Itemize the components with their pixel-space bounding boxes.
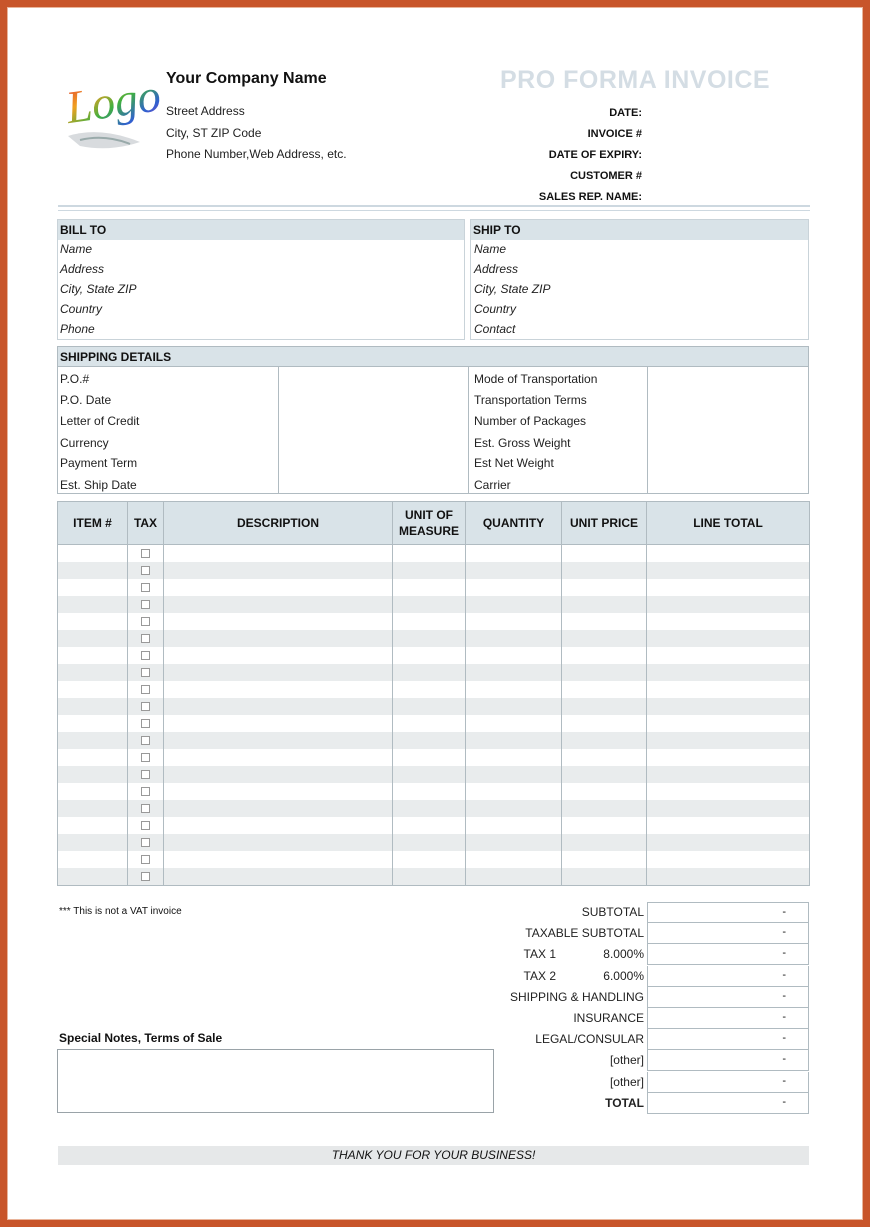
table-row xyxy=(58,715,810,732)
line-total-cell[interactable] xyxy=(647,579,810,596)
ship-to-contact: Contact xyxy=(474,322,516,336)
tax-cell[interactable] xyxy=(128,681,164,698)
table-row xyxy=(58,817,810,834)
table-row xyxy=(58,732,810,749)
unit-price-header: UNIT PRICE xyxy=(562,502,647,545)
notes-label: Special Notes, Terms of Sale xyxy=(59,1031,223,1045)
line-total-cell[interactable] xyxy=(647,783,810,800)
item-cell[interactable] xyxy=(58,596,128,613)
line-total-cell[interactable] xyxy=(647,715,810,732)
shipping-details-heading: SHIPPING DETAILS xyxy=(58,347,808,367)
tax-checkbox[interactable] xyxy=(141,600,150,609)
line-total-cell[interactable] xyxy=(647,681,810,698)
uom-cell[interactable] xyxy=(393,834,466,851)
tax-rate: 8.000% xyxy=(603,947,644,961)
table-row xyxy=(58,545,810,563)
description-cell[interactable] xyxy=(164,766,393,783)
tax-cell[interactable] xyxy=(128,698,164,715)
table-row xyxy=(58,647,810,664)
tax-checkbox[interactable] xyxy=(141,549,150,558)
description-cell[interactable] xyxy=(164,681,393,698)
line-items-body xyxy=(58,545,810,886)
quantity-cell[interactable] xyxy=(466,630,562,647)
quantity-cell[interactable] xyxy=(466,715,562,732)
quantity-cell[interactable] xyxy=(466,664,562,681)
uom-cell[interactable] xyxy=(393,851,466,868)
item-cell[interactable] xyxy=(58,698,128,715)
tax-rate: 6.000% xyxy=(603,969,644,983)
description-cell[interactable] xyxy=(164,613,393,630)
vat-note: *** This is not a VAT invoice xyxy=(59,906,182,917)
total-row-value[interactable]: - xyxy=(647,1008,809,1029)
line-total-cell[interactable] xyxy=(647,868,810,886)
mode-of-transport-label: Mode of Transportation xyxy=(474,372,598,386)
quantity-cell[interactable] xyxy=(466,749,562,766)
uom-header-line2: MEASURE xyxy=(398,524,459,538)
line-total-cell[interactable] xyxy=(647,596,810,613)
tax-checkbox[interactable] xyxy=(141,583,150,592)
total-row-label: TAX 2 xyxy=(523,969,556,983)
item-cell[interactable] xyxy=(58,715,128,732)
item-cell[interactable] xyxy=(58,545,128,563)
description-cell[interactable] xyxy=(164,732,393,749)
uom-cell[interactable] xyxy=(393,715,466,732)
tax-checkbox[interactable] xyxy=(141,838,150,847)
total-row-value[interactable]: - xyxy=(647,923,809,944)
unit-price-cell[interactable] xyxy=(562,834,647,851)
tax-checkbox[interactable] xyxy=(141,770,150,779)
net-weight-label: Est Net Weight xyxy=(474,456,554,470)
unit-price-cell[interactable] xyxy=(562,596,647,613)
tax-header: TAX xyxy=(128,502,164,545)
tax-checkbox[interactable] xyxy=(141,736,150,745)
quantity-header: QUANTITY xyxy=(466,502,562,545)
total-row-value[interactable]: - xyxy=(647,1072,809,1093)
tax-checkbox[interactable] xyxy=(141,634,150,643)
gross-weight-label: Est. Gross Weight xyxy=(474,436,571,450)
total-row-label: SHIPPING & HANDLING xyxy=(509,990,644,1004)
line-total-cell[interactable] xyxy=(647,749,810,766)
unit-price-cell[interactable] xyxy=(562,732,647,749)
shipping-divider xyxy=(57,366,809,367)
uom-cell[interactable] xyxy=(393,800,466,817)
item-cell[interactable] xyxy=(58,647,128,664)
tax-checkbox[interactable] xyxy=(141,787,150,796)
quantity-cell[interactable] xyxy=(466,596,562,613)
unit-price-cell[interactable] xyxy=(562,749,647,766)
tax-cell[interactable] xyxy=(128,647,164,664)
uom-cell[interactable] xyxy=(393,817,466,834)
description-cell[interactable] xyxy=(164,868,393,886)
description-cell[interactable] xyxy=(164,817,393,834)
ship-to-address: Address xyxy=(474,262,519,276)
description-cell[interactable] xyxy=(164,545,393,563)
description-cell[interactable] xyxy=(164,579,393,596)
uom-cell[interactable] xyxy=(393,596,466,613)
description-cell[interactable] xyxy=(164,783,393,800)
quantity-cell[interactable] xyxy=(466,579,562,596)
tax-cell[interactable] xyxy=(128,732,164,749)
tax-cell[interactable] xyxy=(128,596,164,613)
line-total-cell[interactable] xyxy=(647,545,810,563)
tax-checkbox[interactable] xyxy=(141,753,150,762)
uom-cell[interactable] xyxy=(393,545,466,563)
line-total-cell[interactable] xyxy=(647,817,810,834)
quantity-cell[interactable] xyxy=(466,545,562,563)
uom-cell[interactable] xyxy=(393,681,466,698)
description-cell[interactable] xyxy=(164,749,393,766)
table-row xyxy=(58,698,810,715)
item-cell[interactable] xyxy=(58,834,128,851)
total-row-value[interactable]: - xyxy=(647,1093,809,1114)
item-cell[interactable] xyxy=(58,817,128,834)
tax-checkbox[interactable] xyxy=(141,617,150,626)
tax-cell[interactable] xyxy=(128,817,164,834)
shipping-col-line-1 xyxy=(278,366,279,494)
unit-price-cell[interactable] xyxy=(562,579,647,596)
tax-cell[interactable] xyxy=(128,579,164,596)
bill-to-name: Name xyxy=(60,242,93,256)
bill-to-phone: Phone xyxy=(60,322,95,336)
quantity-cell[interactable] xyxy=(466,613,562,630)
quantity-cell[interactable] xyxy=(466,766,562,783)
quantity-cell[interactable] xyxy=(466,800,562,817)
bill-to-city: City, State ZIP xyxy=(60,282,137,296)
ship-to-name: Name xyxy=(474,242,507,256)
total-row-label: SUBTOTAL xyxy=(581,905,644,919)
description-header: DESCRIPTION xyxy=(164,502,393,545)
bill-to-address: Address xyxy=(60,262,105,276)
item-cell[interactable] xyxy=(58,868,128,886)
unit-price-cell[interactable] xyxy=(562,681,647,698)
uom-cell[interactable] xyxy=(393,766,466,783)
line-total-cell[interactable] xyxy=(647,766,810,783)
notes-field[interactable] xyxy=(57,1049,494,1113)
item-number-header: ITEM # xyxy=(58,502,128,545)
quantity-cell[interactable] xyxy=(466,681,562,698)
description-cell[interactable] xyxy=(164,698,393,715)
tax-cell[interactable] xyxy=(128,545,164,563)
unit-price-cell[interactable] xyxy=(562,715,647,732)
uom-cell[interactable] xyxy=(393,749,466,766)
total-row-label: [other] xyxy=(609,1075,644,1089)
table-row xyxy=(58,834,810,851)
payment-term-label: Payment Term xyxy=(60,456,138,470)
quantity-cell[interactable] xyxy=(466,868,562,886)
unit-price-cell[interactable] xyxy=(562,613,647,630)
thank-you-banner: THANK YOU FOR YOUR BUSINESS! xyxy=(58,1146,809,1165)
total-row-value[interactable]: - xyxy=(647,1050,809,1071)
line-total-cell[interactable] xyxy=(647,664,810,681)
table-row xyxy=(58,851,810,868)
tax-cell[interactable] xyxy=(128,766,164,783)
total-row-label: LEGAL/CONSULAR xyxy=(535,1032,644,1046)
line-total-cell[interactable] xyxy=(647,732,810,749)
table-row xyxy=(58,783,810,800)
tax-cell[interactable] xyxy=(128,800,164,817)
bill-to-heading: BILL TO xyxy=(58,220,464,240)
shipping-col-line-3 xyxy=(647,366,648,494)
table-row xyxy=(58,800,810,817)
tax-checkbox[interactable] xyxy=(141,668,150,677)
line-total-cell[interactable] xyxy=(647,613,810,630)
description-cell[interactable] xyxy=(164,715,393,732)
item-cell[interactable] xyxy=(58,664,128,681)
uom-header-line1: UNIT OF xyxy=(405,508,453,522)
total-row-label: TAX 1 xyxy=(523,947,556,961)
table-row xyxy=(58,613,810,630)
company-contact: Phone Number,Web Address, etc. xyxy=(166,147,347,161)
uom-cell[interactable] xyxy=(393,579,466,596)
header-divider xyxy=(58,205,810,207)
description-cell[interactable] xyxy=(164,596,393,613)
ship-to-country: Country xyxy=(474,302,517,316)
invoice-title: PRO FORMA INVOICE xyxy=(500,66,771,94)
shipping-col-line-2 xyxy=(468,366,469,494)
total-row-label: TAXABLE SUBTOTAL xyxy=(525,926,644,940)
tax-checkbox[interactable] xyxy=(141,855,150,864)
uom-cell[interactable] xyxy=(393,732,466,749)
tax-cell[interactable] xyxy=(128,715,164,732)
item-cell[interactable] xyxy=(58,630,128,647)
po-number-label: P.O.# xyxy=(60,372,90,386)
total-row-value[interactable]: - xyxy=(647,966,809,987)
quantity-cell[interactable] xyxy=(466,817,562,834)
uom-cell[interactable] xyxy=(393,613,466,630)
line-items-table xyxy=(57,501,810,886)
tax-cell[interactable] xyxy=(128,630,164,647)
unit-price-cell[interactable] xyxy=(562,868,647,886)
line-total-cell[interactable] xyxy=(647,834,810,851)
number-of-packages-label: Number of Packages xyxy=(474,414,587,428)
bill-to-section xyxy=(57,219,465,340)
total-row-value[interactable]: - xyxy=(647,944,809,965)
company-logo xyxy=(60,62,164,158)
company-street: Street Address xyxy=(166,104,245,118)
tax-checkbox[interactable] xyxy=(141,685,150,694)
table-row xyxy=(58,681,810,698)
line-total-cell[interactable] xyxy=(647,562,810,579)
line-total-cell[interactable] xyxy=(647,630,810,647)
table-row xyxy=(58,664,810,681)
description-cell[interactable] xyxy=(164,647,393,664)
tax-cell[interactable] xyxy=(128,562,164,579)
description-cell[interactable] xyxy=(164,562,393,579)
total-row-value[interactable]: - xyxy=(647,902,809,923)
ship-to-section xyxy=(470,219,809,340)
item-cell[interactable] xyxy=(58,613,128,630)
unit-price-cell[interactable] xyxy=(562,562,647,579)
expiry-date-label: DATE OF EXPIRY: xyxy=(548,149,642,161)
uom-cell[interactable] xyxy=(393,647,466,664)
unit-price-cell[interactable] xyxy=(562,817,647,834)
tax-checkbox[interactable] xyxy=(141,821,150,830)
tax-checkbox[interactable] xyxy=(141,719,150,728)
quantity-cell[interactable] xyxy=(466,647,562,664)
total-row-label: TOTAL xyxy=(605,1096,644,1110)
description-cell[interactable] xyxy=(164,851,393,868)
table-row xyxy=(58,766,810,783)
uom-cell[interactable] xyxy=(393,664,466,681)
table-row xyxy=(58,562,810,579)
total-row-value[interactable]: - xyxy=(647,987,809,1008)
svg-text:Logo: Logo xyxy=(62,69,164,134)
ship-to-city: City, State ZIP xyxy=(474,282,551,296)
tax-checkbox[interactable] xyxy=(141,804,150,813)
line-total-header: LINE TOTAL xyxy=(647,502,810,545)
uom-cell[interactable] xyxy=(393,698,466,715)
description-cell[interactable] xyxy=(164,630,393,647)
tax-checkbox[interactable] xyxy=(141,651,150,660)
tax-cell[interactable] xyxy=(128,868,164,886)
description-cell[interactable] xyxy=(164,664,393,681)
sales-rep-label: SALES REP. NAME: xyxy=(538,191,642,203)
tax-cell[interactable] xyxy=(128,851,164,868)
uom-cell[interactable] xyxy=(393,630,466,647)
invoice-number-label: INVOICE # xyxy=(587,128,642,140)
tax-checkbox[interactable] xyxy=(141,702,150,711)
item-cell[interactable] xyxy=(58,783,128,800)
line-total-cell[interactable] xyxy=(647,800,810,817)
quantity-cell[interactable] xyxy=(466,783,562,800)
ship-to-heading: SHIP TO xyxy=(471,220,808,240)
item-cell[interactable] xyxy=(58,732,128,749)
shipping-details-section xyxy=(57,346,809,494)
line-total-cell[interactable] xyxy=(647,698,810,715)
company-name: Your Company Name xyxy=(166,70,327,87)
transport-terms-label: Transportation Terms xyxy=(474,393,587,407)
table-row xyxy=(58,630,810,647)
description-cell[interactable] xyxy=(164,800,393,817)
table-row xyxy=(58,868,810,886)
unit-price-cell[interactable] xyxy=(562,647,647,664)
unit-price-cell[interactable] xyxy=(562,851,647,868)
total-row-value[interactable]: - xyxy=(647,1029,809,1050)
line-total-cell[interactable] xyxy=(647,647,810,664)
quantity-cell[interactable] xyxy=(466,562,562,579)
uom-cell[interactable] xyxy=(393,783,466,800)
currency-label: Currency xyxy=(60,436,109,450)
unit-of-measure-header xyxy=(393,502,466,545)
tax-checkbox[interactable] xyxy=(141,566,150,575)
unit-price-cell[interactable] xyxy=(562,783,647,800)
company-city: City, ST ZIP Code xyxy=(166,126,262,140)
description-cell[interactable] xyxy=(164,834,393,851)
item-cell[interactable] xyxy=(58,766,128,783)
item-cell[interactable] xyxy=(58,851,128,868)
carrier-label: Carrier xyxy=(474,478,511,492)
item-cell[interactable] xyxy=(58,579,128,596)
item-cell[interactable] xyxy=(58,749,128,766)
bill-to-country: Country xyxy=(60,302,103,316)
unit-price-cell[interactable] xyxy=(562,766,647,783)
uom-cell[interactable] xyxy=(393,868,466,886)
tax-cell[interactable] xyxy=(128,834,164,851)
date-label: DATE: xyxy=(609,107,642,119)
line-total-cell[interactable] xyxy=(647,851,810,868)
tax-cell[interactable] xyxy=(128,613,164,630)
customer-number-label: CUSTOMER # xyxy=(570,170,642,182)
unit-price-cell[interactable] xyxy=(562,664,647,681)
unit-price-cell[interactable] xyxy=(562,545,647,563)
quantity-cell[interactable] xyxy=(466,834,562,851)
header-divider-thin xyxy=(58,210,810,211)
total-row-label: INSURANCE xyxy=(573,1011,644,1025)
unit-price-cell[interactable] xyxy=(562,630,647,647)
quantity-cell[interactable] xyxy=(466,732,562,749)
table-row xyxy=(58,749,810,766)
tax-cell[interactable] xyxy=(128,664,164,681)
quantity-cell[interactable] xyxy=(466,698,562,715)
table-row xyxy=(58,596,810,613)
letter-of-credit-label: Letter of Credit xyxy=(60,414,140,428)
tax-checkbox[interactable] xyxy=(141,872,150,881)
table-row xyxy=(58,579,810,596)
item-cell[interactable] xyxy=(58,562,128,579)
quantity-cell[interactable] xyxy=(466,851,562,868)
unit-price-cell[interactable] xyxy=(562,698,647,715)
po-date-label: P.O. Date xyxy=(60,393,112,407)
unit-price-cell[interactable] xyxy=(562,800,647,817)
item-cell[interactable] xyxy=(58,800,128,817)
tax-cell[interactable] xyxy=(128,783,164,800)
total-row-label: [other] xyxy=(609,1053,644,1067)
est-ship-date-label: Est. Ship Date xyxy=(60,478,137,492)
uom-cell[interactable] xyxy=(393,562,466,579)
tax-cell[interactable] xyxy=(128,749,164,766)
item-cell[interactable] xyxy=(58,681,128,698)
